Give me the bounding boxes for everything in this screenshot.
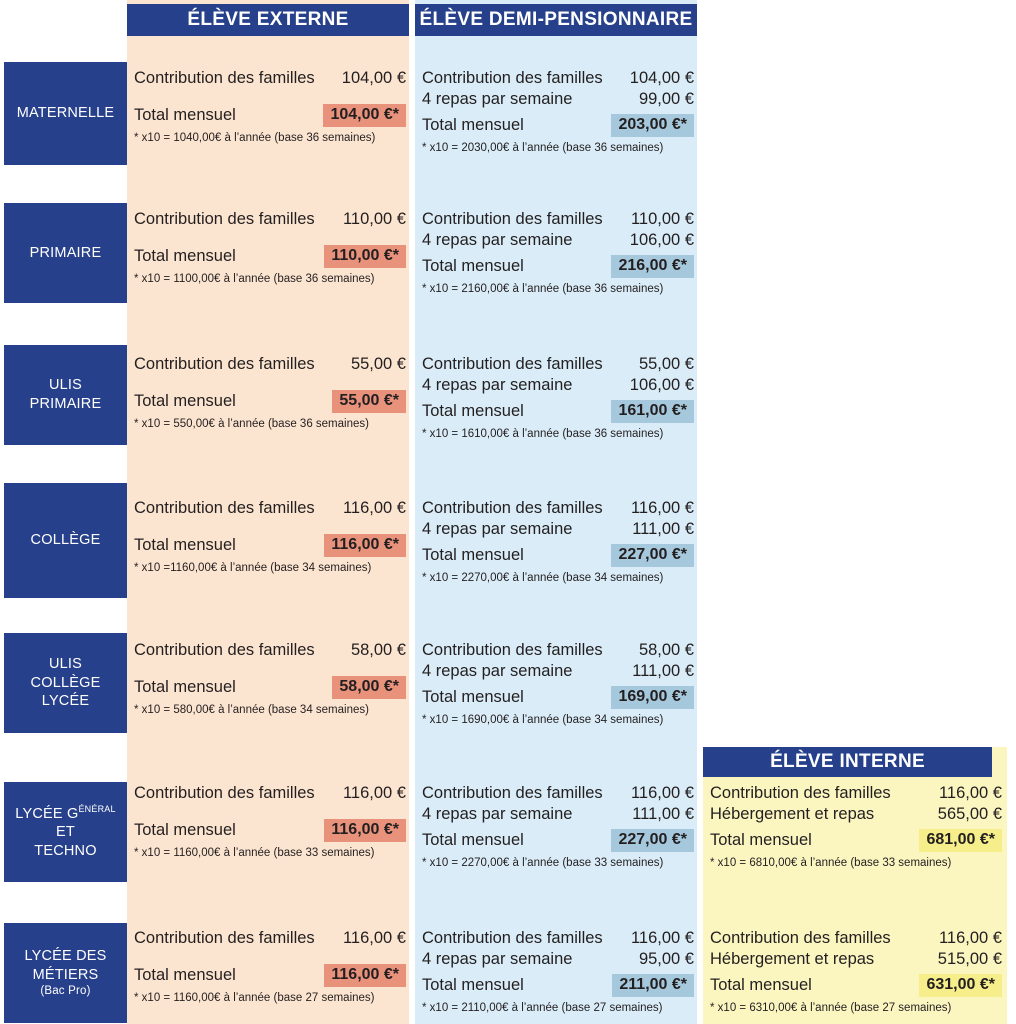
line-contribution [422, 640, 694, 661]
column-header-externe: ÉLÈVE EXTERNE [127, 4, 409, 36]
row-label-maternelle [4, 62, 127, 165]
row-label-superscript: ÉNÉRAL [78, 803, 116, 814]
amount-contribution: 116,00 € [630, 929, 694, 947]
row-label-line-1: ULIS [48, 377, 83, 394]
column-header-demipensionnaire: ÉLÈVE DEMI-PENSIONNAIRE [415, 4, 697, 36]
line-contribution [422, 783, 694, 804]
line-contribution [422, 68, 694, 89]
row-label-text: COLLÈGE [30, 532, 101, 549]
label-contribution: Contribution des familles [710, 784, 891, 802]
footnote: * x10 =1160,00€ à l’année (base 34 semaines) [134, 562, 372, 574]
line-total [422, 255, 694, 278]
total-badge: 216,00 €* [611, 255, 694, 278]
label-contribution: Contribution des familles [422, 210, 603, 228]
label-repas: 4 repas par semaine [422, 90, 573, 108]
label-contribution: Contribution des familles [134, 69, 315, 87]
spacer [134, 661, 406, 676]
total-badge: 631,00 €* [919, 974, 1002, 997]
footnote: * x10 = 6810,00€ à l’année (base 33 semaines) [710, 857, 952, 869]
line-contribution [134, 928, 406, 949]
amount-contribution: 104,00 € [629, 69, 694, 87]
line-repas [422, 519, 694, 540]
line-total [422, 974, 694, 997]
line-contribution [134, 640, 406, 661]
amount-repas: 111,00 € [632, 662, 694, 680]
line-total [710, 974, 1002, 997]
total-badge: 116,00 €* [324, 964, 406, 987]
label-hebergement: Hébergement et repas [710, 805, 875, 823]
total-badge: 203,00 €* [611, 114, 694, 137]
label-total: Total mensuel [422, 831, 524, 849]
amount-contribution: 116,00 € [938, 784, 1002, 802]
label-total: Total mensuel [134, 536, 236, 554]
row-label-college [4, 483, 127, 598]
column-header-interne: ÉLÈVE INTERNE [703, 747, 992, 777]
line-contribution [134, 68, 406, 89]
label-repas: 4 repas par semaine [422, 231, 573, 249]
total-badge: 55,00 €* [332, 390, 406, 413]
amount-contribution: 116,00 € [630, 784, 694, 802]
cell-primaire-demipensionnaire [422, 209, 694, 296]
label-total: Total mensuel [422, 546, 524, 564]
amount-contribution: 116,00 € [342, 499, 406, 517]
footnote: * x10 = 1100,00€ à l’année (base 36 semaines) [134, 273, 375, 285]
label-total: Total mensuel [134, 678, 236, 696]
label-contribution: Contribution des familles [134, 929, 315, 947]
row-label-line-3: LYCÉE [41, 693, 90, 710]
line-total [134, 676, 406, 699]
label-contribution: Contribution des familles [422, 69, 603, 87]
label-contribution: Contribution des familles [710, 929, 891, 947]
line-contribution [710, 928, 1002, 949]
line-contribution [134, 209, 406, 230]
line-contribution [422, 209, 694, 230]
footnote: * x10 = 1040,00€ à l’année (base 36 semaines) [134, 132, 376, 144]
amount-repas: 106,00 € [629, 231, 694, 249]
amount-contribution: 55,00 € [350, 355, 406, 373]
label-repas: 4 repas par semaine [422, 520, 573, 538]
row-label-text: MATERNELLE [16, 105, 115, 122]
line-contribution [422, 354, 694, 375]
total-badge: 161,00 €* [611, 400, 694, 423]
line-total [134, 819, 406, 842]
row-label-lycee-general-techno [4, 782, 127, 882]
label-total: Total mensuel [134, 392, 236, 410]
line-total [422, 544, 694, 567]
spacer [134, 519, 406, 534]
amount-repas: 111,00 € [632, 520, 694, 538]
amount-contribution: 58,00 € [350, 641, 406, 659]
row-label-text [15, 804, 115, 860]
label-repas: 4 repas par semaine [422, 950, 573, 968]
cell-college-externe [134, 498, 406, 575]
label-repas: 4 repas par semaine [422, 805, 573, 823]
line-repas [422, 375, 694, 396]
amount-contribution: 110,00 € [342, 210, 406, 228]
line-total [710, 829, 1002, 852]
line-hebergement [710, 949, 1002, 970]
footnote: * x10 = 550,00€ à l’année (base 36 semaines) [134, 418, 369, 430]
row-label-primaire [4, 203, 127, 303]
row-label-line-2: MÉTIERS [32, 966, 99, 983]
total-badge: 169,00 €* [611, 686, 694, 709]
total-badge: 211,00 €* [612, 974, 694, 997]
line-repas [422, 804, 694, 825]
total-badge: 227,00 €* [611, 829, 694, 852]
amount-contribution: 116,00 € [938, 929, 1002, 947]
line-repas [422, 949, 694, 970]
label-contribution: Contribution des familles [134, 499, 315, 517]
row-label-line-1: ULIS [48, 656, 83, 673]
cell-maternelle-demipensionnaire [422, 68, 694, 155]
line-total [422, 114, 694, 137]
row-label-ulis-college-lycee [4, 633, 127, 733]
amount-repas: 99,00 € [638, 90, 694, 108]
spacer [134, 949, 406, 964]
total-badge: 116,00 €* [324, 534, 406, 557]
line-total [134, 104, 406, 127]
cell-primaire-externe [134, 209, 406, 286]
footnote: * x10 = 2030,00€ à l’année (base 36 semaines) [422, 142, 664, 154]
label-contribution: Contribution des familles [422, 355, 603, 373]
amount-repas: 95,00 € [638, 950, 694, 968]
total-badge: 110,00 €* [324, 245, 406, 268]
amount-contribution: 58,00 € [638, 641, 694, 659]
label-hebergement: Hébergement et repas [710, 950, 875, 968]
row-label-subtitle: (Bac Pro) [40, 985, 91, 998]
total-badge: 227,00 €* [611, 544, 694, 567]
label-contribution: Contribution des familles [134, 355, 315, 373]
label-total: Total mensuel [422, 688, 524, 706]
amount-contribution: 55,00 € [638, 355, 694, 373]
cell-lycee-general-interne [710, 783, 1002, 870]
row-label-line-2: PRIMAIRE [29, 396, 102, 412]
line-repas [422, 89, 694, 110]
amount-repas: 106,00 € [629, 376, 694, 394]
label-total: Total mensuel [710, 831, 812, 849]
cell-lycee-metiers-interne [710, 928, 1002, 1015]
cell-lycee-general-demipensionnaire [422, 783, 694, 870]
cell-lycee-metiers-externe [134, 928, 406, 1005]
label-contribution: Contribution des familles [134, 641, 315, 659]
footnote: * x10 = 2160,00€ à l’année (base 36 semaines) [422, 283, 664, 295]
label-repas: 4 repas par semaine [422, 376, 573, 394]
amount-hebergement: 565,00 € [937, 805, 1002, 823]
label-contribution: Contribution des familles [134, 784, 315, 802]
footnote: * x10 = 2270,00€ à l’année (base 34 semaines) [422, 572, 664, 584]
row-label-line-2: COLLÈGE [30, 674, 101, 691]
row-label-text [31, 655, 101, 711]
amount-hebergement: 515,00 € [937, 950, 1002, 968]
cell-lycee-metiers-demipensionnaire [422, 928, 694, 1015]
footnote: * x10 = 1610,00€ à l’année (base 36 semaines) [422, 428, 664, 440]
line-contribution [422, 928, 694, 949]
amount-repas: 111,00 € [632, 805, 694, 823]
line-total [134, 390, 406, 413]
label-total: Total mensuel [134, 966, 236, 984]
label-total: Total mensuel [422, 976, 524, 994]
total-badge: 104,00 €* [323, 104, 406, 127]
line-total [134, 245, 406, 268]
label-contribution: Contribution des familles [422, 641, 603, 659]
footnote: * x10 = 6310,00€ à l’année (base 27 semaines) [710, 1002, 952, 1014]
line-contribution [134, 354, 406, 375]
label-contribution: Contribution des familles [422, 929, 603, 947]
amount-contribution: 116,00 € [342, 929, 406, 947]
spacer [134, 89, 406, 104]
footnote: * x10 = 1690,00€ à l’année (base 34 semaines) [422, 714, 664, 726]
footnote: * x10 = 580,00€ à l’année (base 34 semaines) [134, 704, 369, 716]
total-badge: 58,00 €* [332, 676, 406, 699]
label-total: Total mensuel [422, 116, 524, 134]
row-label-line-2: ET [56, 824, 75, 841]
cell-ulis-primaire-externe [134, 354, 406, 431]
total-badge: 681,00 €* [919, 829, 1002, 852]
line-total [422, 829, 694, 852]
label-repas: 4 repas par semaine [422, 662, 573, 680]
cell-lycee-general-externe [134, 783, 406, 860]
total-badge: 116,00 €* [324, 819, 406, 842]
line-contribution [422, 498, 694, 519]
cell-ulis-primaire-demipensionnaire [422, 354, 694, 441]
line-repas [422, 661, 694, 682]
label-contribution: Contribution des familles [134, 210, 315, 228]
line-hebergement [710, 804, 1002, 825]
line-total [422, 686, 694, 709]
row-label-text [24, 947, 106, 999]
label-total: Total mensuel [134, 247, 236, 265]
footnote: * x10 = 1160,00€ à l’année (base 27 semaines) [134, 992, 375, 1004]
row-label-line-3: TECHNO [34, 842, 97, 859]
line-repas [422, 230, 694, 251]
line-contribution [134, 783, 406, 804]
line-contribution [134, 498, 406, 519]
cell-ulis-college-lycee-demipensionnaire [422, 640, 694, 727]
row-label-line-1: LYCÉE G [15, 805, 79, 822]
spacer [134, 804, 406, 819]
footnote: * x10 = 1160,00€ à l’année (base 33 semaines) [134, 847, 375, 859]
cell-maternelle-externe [134, 68, 406, 145]
amount-contribution: 116,00 € [342, 784, 406, 802]
spacer [134, 230, 406, 245]
footnote: * x10 = 2270,00€ à l’année (base 33 semaines) [422, 857, 664, 869]
footnote: * x10 = 2110,00€ à l’année (base 27 semaines) [422, 1002, 663, 1014]
label-contribution: Contribution des familles [422, 784, 603, 802]
row-label-ulis-primaire [4, 345, 127, 445]
line-total [134, 534, 406, 557]
amount-contribution: 110,00 € [630, 210, 694, 228]
row-label-lycee-des-metiers [4, 923, 127, 1023]
line-total [422, 400, 694, 423]
amount-contribution: 116,00 € [630, 499, 694, 517]
label-total: Total mensuel [710, 976, 812, 994]
row-label-text [30, 376, 102, 413]
line-total [134, 964, 406, 987]
row-label-line-1: LYCÉE DES [24, 948, 107, 965]
spacer [134, 375, 406, 390]
label-contribution: Contribution des familles [422, 499, 603, 517]
label-total: Total mensuel [422, 402, 524, 420]
cell-ulis-college-lycee-externe [134, 640, 406, 717]
row-label-text: PRIMAIRE [29, 244, 102, 261]
label-total: Total mensuel [422, 257, 524, 275]
line-contribution [710, 783, 1002, 804]
label-total: Total mensuel [134, 821, 236, 839]
amount-contribution: 104,00 € [341, 69, 406, 87]
label-total: Total mensuel [134, 106, 236, 124]
cell-college-demipensionnaire [422, 498, 694, 585]
